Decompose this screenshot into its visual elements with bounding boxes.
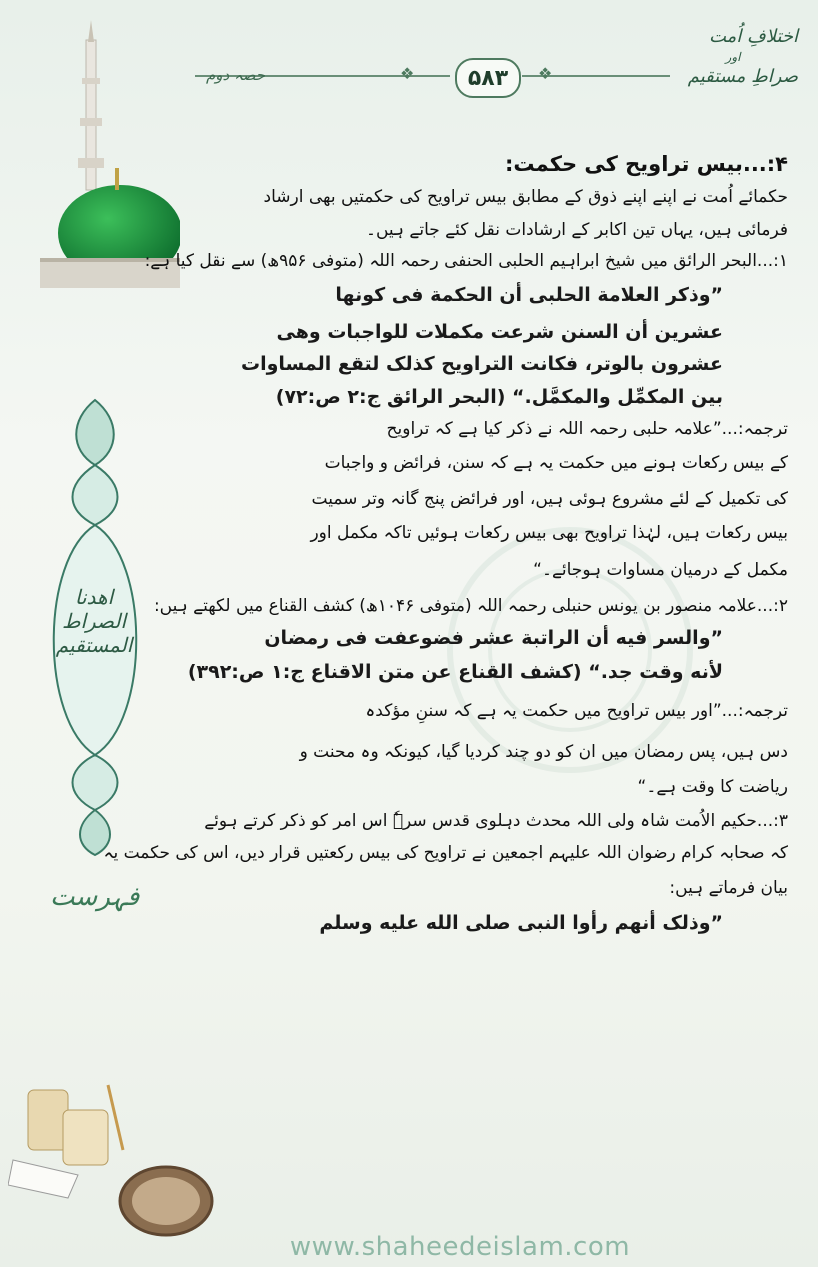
- body-line: حکمائے اُمت نے اپنے اپنے ذوق کے مطابق بیس تراویح کی حکمتیں بھی ارشاد: [263, 187, 788, 207]
- body-line: کہ صحابہ کرام رضوان اللہ علیہم اجمعین نے تراویح کی بیس رکعتیں قرار دیں، اس کی حکمت یہ: [103, 843, 788, 863]
- body-line: کے بیس رکعات ہونے میں حکمت یہ ہے کہ سنن، فرائض و واجبات: [324, 453, 788, 473]
- body-line: ۱:...البحر الرائق میں شیخ ابراہیم الحلبی الحنفی رحمہ اللہ (متوفی ۹۵۶ھ) سے نقل کیا ہے:: [144, 251, 788, 271]
- body-line: ۴:...بیس تراویح کی حکمت:: [505, 152, 788, 176]
- body-line: دس ہیں، پس رمضان میں ان کو دو چند کردیا گیا، کیونکہ وہ محنت و: [299, 742, 788, 762]
- body-line: فرمائی ہیں، یہاں تین اکابر کے ارشادات نقل کئے جاتے ہیں۔: [366, 220, 788, 240]
- book-title-line1: اختلافِ اُمت: [709, 26, 798, 47]
- body-line: ریاضت کا وقت ہے۔“: [637, 777, 788, 797]
- shaheed-e-islam-seal-logo: [118, 1165, 214, 1237]
- part-label: حصہ دوم: [206, 66, 266, 84]
- body-line: مکمل کے درمیان مساوات ہوجائے۔“: [533, 560, 788, 580]
- body-line: ۳:...حکیم الاُمت شاہ ولی اللہ محدث دہلوی قدس سرہٗ اس امر کو ذکر کرتے ہوئے: [204, 811, 788, 831]
- body-line: کی تکمیل کے لئے مشروع ہوئی ہیں، اور فرائض پنج گانہ وتر سمیت: [311, 489, 788, 509]
- body-line: بیس رکعات ہیں، لہٰذا تراویح بھی بیس رکعات ہوئیں تاکہ مکمل اور: [310, 523, 788, 543]
- page-number: ۵۸۳: [455, 58, 521, 98]
- body-line: ”وذلک أنهم رأوا النبی صلی الله علیه وسلم: [319, 912, 723, 934]
- book-title-line3: صراطِ مستقیم: [687, 66, 798, 87]
- index-link[interactable]: فہرست: [50, 882, 140, 912]
- body-line: لأنه وقت جد.“ (کشف القناع عن متن الاقناع ج:۱ ص:۳۹۲): [187, 661, 723, 683]
- side-emblem-text: اھدنا الصراط المستقیم: [55, 585, 133, 657]
- footer-website-link[interactable]: www.shaheedeislam.com: [289, 1232, 631, 1262]
- body-line: ترجمہ:...”علامہ حلبی رحمہ اللہ نے ذکر کیا ہے کہ تراویح: [386, 419, 788, 439]
- body-line: ”وذکر العلامة الحلبی أن الحکمة فی کونها: [335, 284, 723, 306]
- book-title-line2: اور: [725, 50, 741, 64]
- body-line: ۲:...علامہ منصور بن یونس حنبلی رحمہ اللہ (متوفی ۱۰۴۶ھ) کشف القناع میں لکھتے ہیں:: [153, 596, 788, 616]
- body-line: عشرین أن السنن شرعت مکملات للواجبات وهی: [276, 321, 723, 343]
- body-line: بیان فرماتے ہیں:: [669, 878, 788, 898]
- header-ornament-right: ❖: [538, 64, 553, 83]
- book-title: [668, 22, 798, 92]
- body-line: ترجمہ:...”اور بیس تراویح میں حکمت یہ ہے کہ سننِ مؤکدہ: [365, 701, 788, 721]
- body-line: بین المکمِّل والمکمَّل.“ (البحر الرائق ج:۲ ص:۷۲): [275, 386, 723, 408]
- body-line: ”والسر فیه أن الراتبة عشر فضوعفت فی رمضان: [264, 627, 723, 649]
- body-line: عشرون بالوتر، فکانت التراویح کذلک لتقع المساوات: [240, 353, 723, 375]
- green-dome-minaret-image: [30, 18, 180, 288]
- header-ornament-left: ❖: [400, 64, 415, 83]
